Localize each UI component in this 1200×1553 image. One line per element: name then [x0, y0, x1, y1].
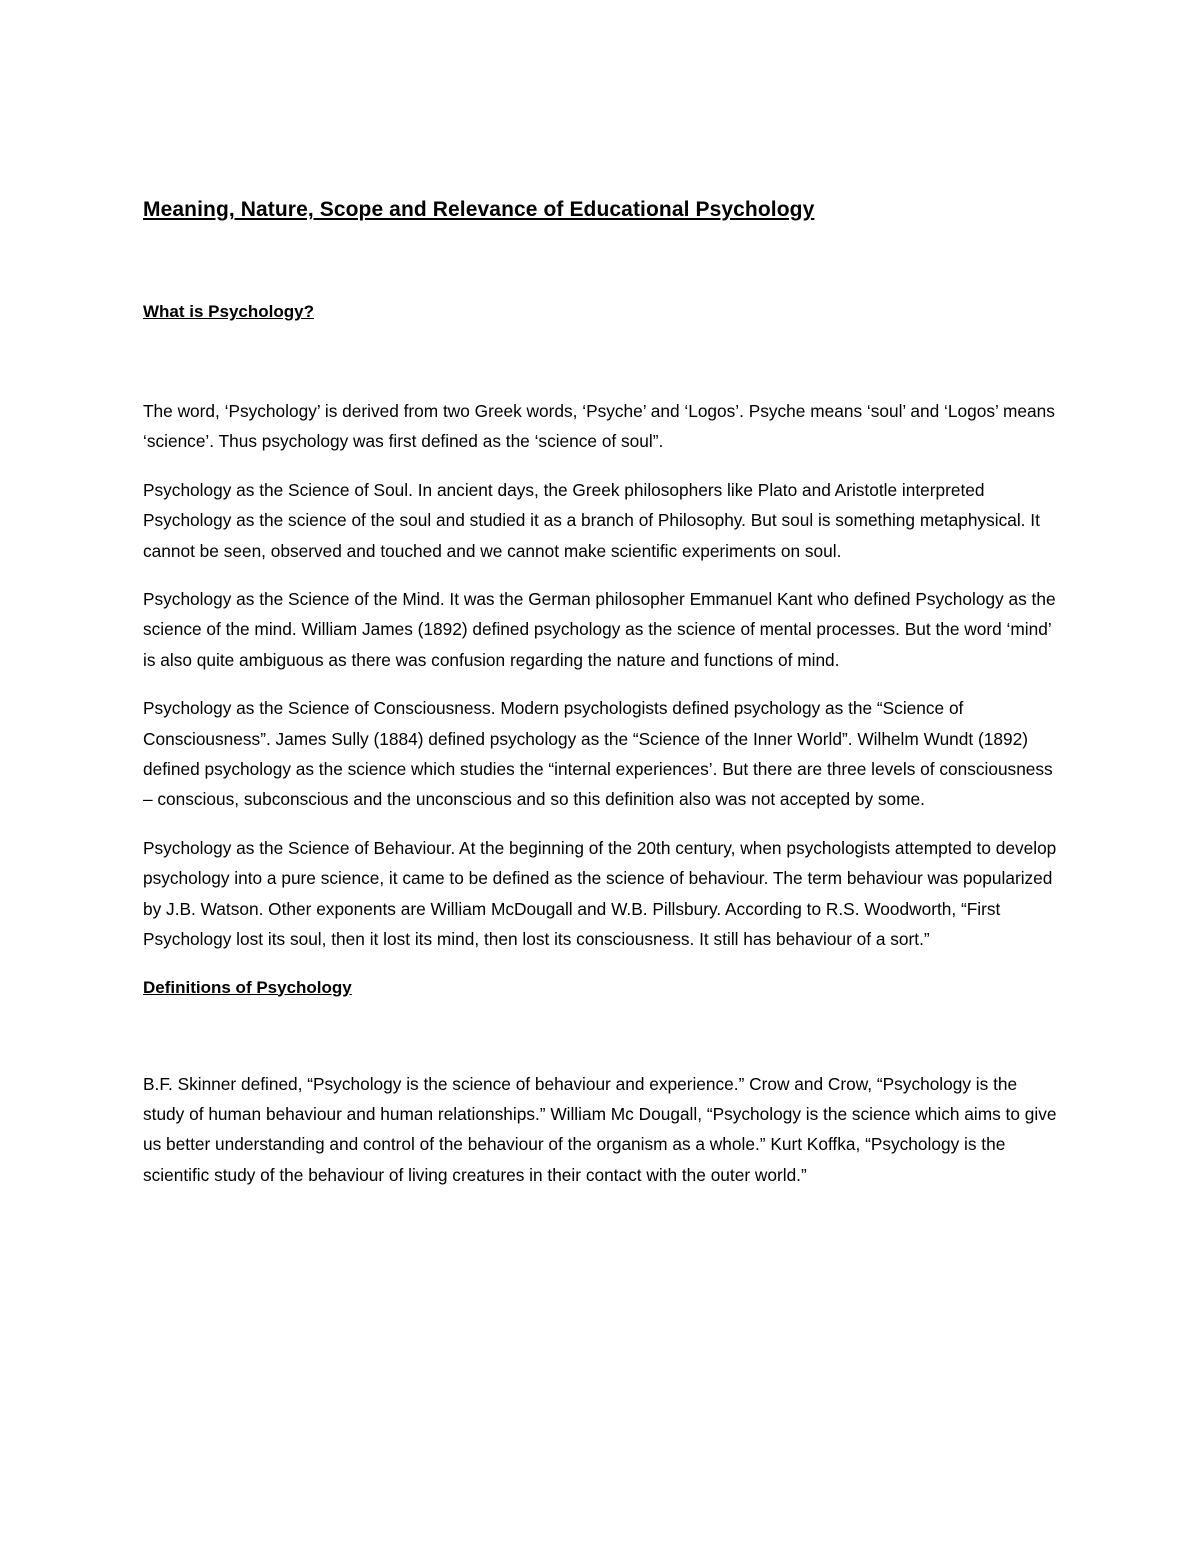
section-heading-what-is-psychology: What is Psychology? [143, 302, 314, 321]
paragraph-science-of-behaviour: Psychology as the Science of Behaviour. At the beginning of the 20th century, when psychologists attempted to develop psychology into a pure science, it came to be defined as the science of behaviour. The term behaviour was popularized by J.B. Watson. Other exponents are William McDougall and W.B. Pillsbury. According to R.S. Woodworth, “First Psychology lost its soul, then it lost its mind, then lost its consciousness. It still has behaviour of a sort.” [143, 837, 1057, 950]
paragraph-science-of-consciousness: Psychology as the Science of Consciousness. Modern psychologists defined psychology as the “Science of Consciousness”. James Sully (1884) defined psychology as the “Science of the Inner World”. Wilhelm Wundt (1892) defined psychology as the science which studies the “internal experiences’. But there are three levels of consciousness – conscious, subconscious and the unconscious and so this definition also was not accepted by some. [143, 698, 1053, 810]
paragraph-science-of-soul: Psychology as the Science of Soul. In ancient days, the Greek philosophers like Plato and Aristotle interpreted Psychology as the science of the soul and studied it as a branch of Philosophy. But soul is something metaphysical. It cannot be seen, observed and touched and we cannot make scientific experiments on soul. [143, 479, 1040, 561]
section-heading-definitions: Definitions of Psychology [143, 977, 352, 997]
paragraph-definitions: B.F. Skinner defined, “Psychology is the science of behaviour and experience.” Crow and Crow, “Psychology is the study of human behaviour and human relationships.” William Mc Dougall, “Psychology is the science which aims to give us better understanding and control of the behaviour of the organism as a whole.” Kurt Koffka, “Psychology is the scientific study of the behaviour of living creatures in their contact with the outer world.” [143, 1073, 1057, 1185]
document-title: Meaning, Nature, Scope and Relevance of Educational Psychology [143, 198, 815, 221]
paragraph-word-origin: The word, ‘Psychology’ is derived from two Greek words, ‘Psyche’ and ‘Logos’. Psyche means ‘soul’ and ‘Logos’ means ‘science’. Thus psychology was first defined as the ‘science of soul”. [143, 401, 1055, 452]
document-body [143, 193, 1063, 1190]
paragraph-science-of-mind: Psychology as the Science of the Mind. It was the German philosopher Emmanuel Kant who defined Psychology as the science of the mind. William James (1892) defined psychology as the science of mental processes. But the word ‘mind’ is also quite ambiguous as there was confusion regarding the nature and functions of mind. [143, 589, 1056, 670]
